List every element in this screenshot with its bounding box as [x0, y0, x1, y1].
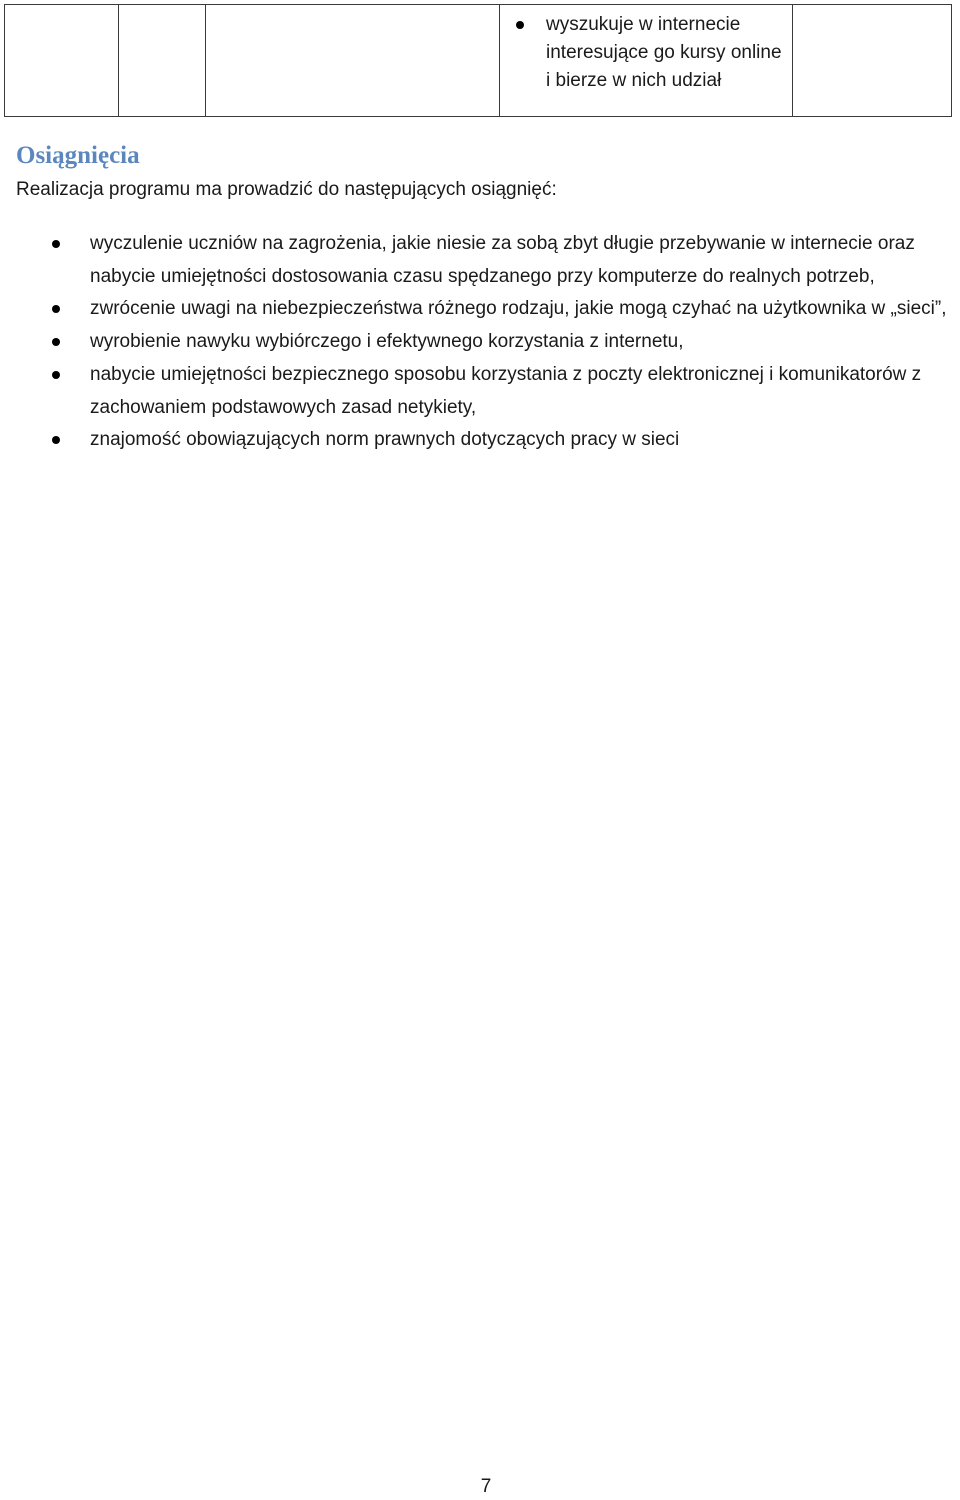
- list-item-text: wyszukuje w internecie interesujące go kursy online i bierze w nich udział: [546, 14, 782, 91]
- list-item: [50, 293, 950, 326]
- table-cell-activity: [500, 5, 793, 117]
- bullet-icon: [516, 21, 524, 29]
- list-item: [50, 326, 950, 359]
- list-item: [50, 359, 950, 424]
- bullet-icon: [52, 436, 60, 444]
- list-item-text: wyrobienie nawyku wybiórczego i efektywnego korzystania z internetu,: [90, 331, 684, 353]
- list-item: [50, 424, 950, 457]
- section-heading: Osiągnięcia: [16, 142, 140, 169]
- list-item-text: wyczulenie uczniów na zagrożenia, jakie niesie za sobą zbyt długie przebywanie w internecie oraz nabycie umiejętności dostosowania czasu spędzanego przy komputerze do realnych potrzeb,: [90, 233, 915, 287]
- list-item-text: znajomość obowiązujących norm prawnych dotyczących pracy w sieci: [90, 429, 680, 451]
- list-item-text: zwrócenie uwagi na niebezpieczeństwa różnego rodzaju, jakie mogą czyhać na użytkownika w „sieci”,: [90, 298, 947, 320]
- table-cell-empty: [206, 5, 500, 117]
- table-row: [5, 5, 952, 117]
- table-cell-empty: [5, 5, 119, 117]
- achievements-list: [50, 228, 950, 457]
- bullet-icon: [52, 305, 60, 313]
- bullet-icon: [52, 338, 60, 346]
- table-cell-empty: [793, 5, 952, 117]
- list-item: [50, 228, 950, 293]
- list-item-text: nabycie umiejętności bezpiecznego sposobu korzystania z poczty elektronicznej i komunikatorów z zachowaniem podstawowych zasad netykiety,: [90, 363, 922, 418]
- bullet-icon: [52, 240, 60, 248]
- table-cell-empty: [119, 5, 206, 117]
- bullet-icon: [52, 371, 60, 379]
- table-cell-list: [500, 5, 792, 95]
- list-item: [516, 11, 782, 95]
- table-fragment: [4, 4, 952, 117]
- section-intro: Realizacja programu ma prowadzić do następujących osiągnięć:: [16, 179, 557, 200]
- page-number: 7: [480, 1476, 492, 1497]
